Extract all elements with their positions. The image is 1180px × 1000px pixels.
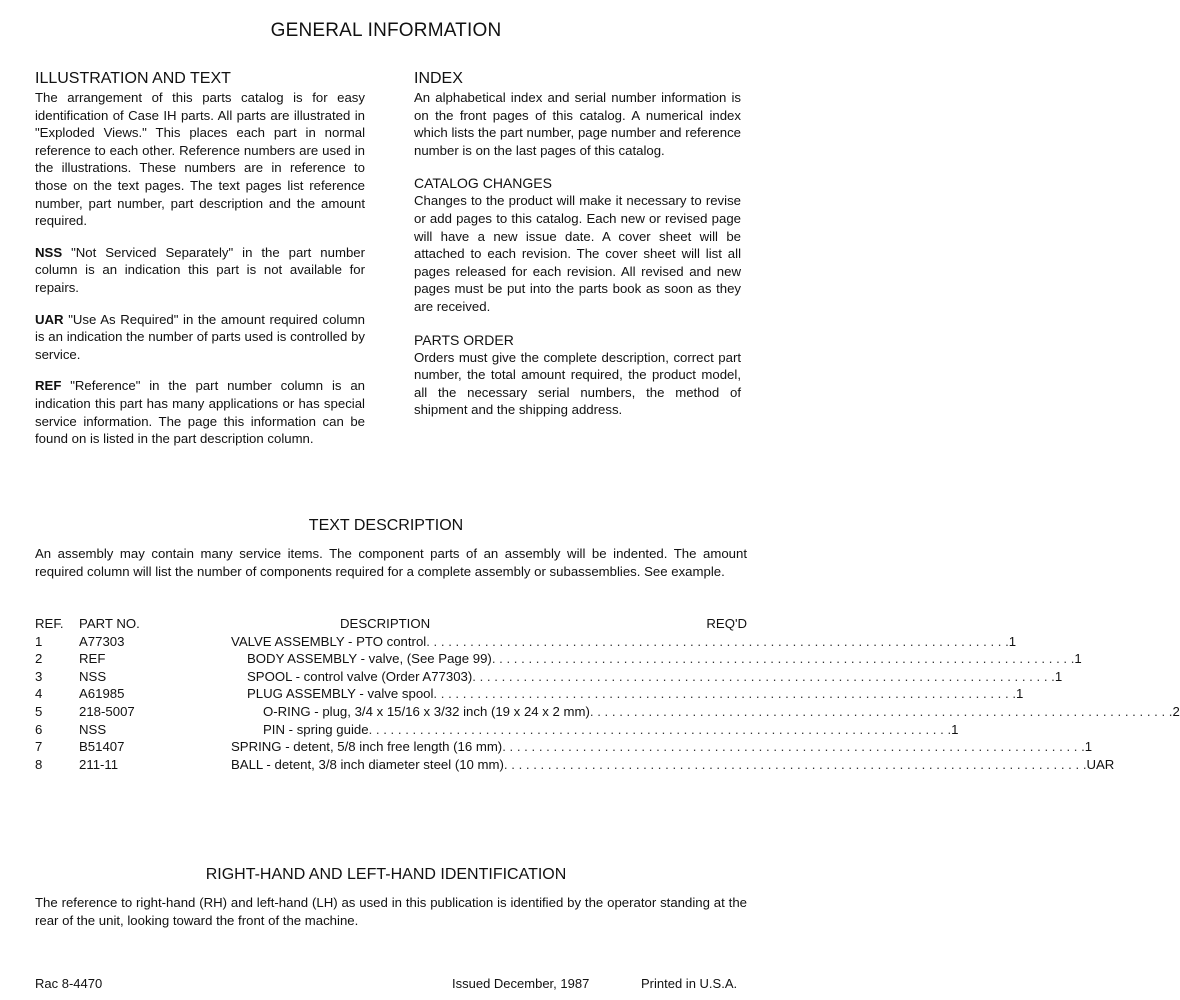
illustration-paragraph: The arrangement of this parts catalog is for easy identification of Case IH parts. All parts are illustrated in "Exploded Views." This places each part in normal reference to each other. Reference numbers are used in the illustrations. These numbers are in reference to those on the text pages. The text pages list reference number, part number, part description and the amount required.	[35, 90, 365, 229]
text-description-heading: TEXT DESCRIPTION	[308, 517, 464, 534]
parts-table-header	[35, 615, 747, 633]
leader-dots: . . . . . . . . . . . . . . . . . . . . . . . . . . . . . . . . . . . . . . . . . . . . . . . . . . . . . . . . . . . . . . . . . . . . . . . . . . . . . . . .	[368, 721, 952, 737]
left-column	[35, 70, 365, 462]
parts-table-body	[35, 633, 1180, 774]
catalog-changes-paragraph: Changes to the product will make it necessary to revise or add pages to this catalog. Each new or revised page will have a new issue date. A cover sheet will be attached to each revision. The cover sheet will list all pages released for each revision. All revised and new pages must be put into the parts book as soon as they are received.	[414, 193, 741, 314]
footer-printed-in: Printed in U.S.A.	[641, 976, 738, 991]
hand-identification-paragraph: The reference to right-hand (RH) and left-hand (LH) as used in this publication is identified by the operator standing at the rear of the unit, looking toward the front of the machine.	[35, 895, 747, 928]
ref-definition	[35, 377, 365, 447]
row-description: VALVE ASSEMBLY - PTO control	[231, 633, 427, 649]
uar-text: "Use As Required" in the amount required column is an indication the number of parts used is controlled by service.	[35, 311, 365, 362]
catalog-changes-heading: CATALOG CHANGES	[414, 175, 552, 192]
row-ref: 8	[35, 756, 43, 772]
uar-term: UAR	[35, 311, 64, 327]
row-qty: 1	[1008, 633, 1017, 649]
leader-dots: . . . . . . . . . . . . . . . . . . . . . . . . . . . . . . . . . . . . . . . . . . . . . . . . . . . . . . . . . . . . . . . . . . . . . . . . . . . . . . . .	[503, 756, 1087, 772]
row-ref: 2	[35, 651, 43, 667]
row-qty: UAR	[1086, 756, 1115, 772]
row-ref: 4	[35, 686, 43, 702]
ref-text: "Reference" in the part number column is an indication this part has many applications or has special service information. The page this information can be found on is listed in the part description column.	[35, 378, 365, 447]
row-ref: 5	[35, 703, 43, 719]
row-description-cell	[231, 703, 1180, 721]
leader-dots: . . . . . . . . . . . . . . . . . . . . . . . . . . . . . . . . . . . . . . . . . . . . . . . . . . . . . . . . . . . . . . . . . . . . . . . . . . . . . . . .	[426, 633, 1009, 649]
row-part-no: NSS	[79, 721, 107, 737]
index-heading: INDEX	[414, 70, 463, 87]
row-qty: 1	[1015, 686, 1024, 702]
row-description: PIN - spring guide	[263, 721, 369, 737]
row-description: BALL - detent, 3/8 inch diameter steel (10 mm)	[231, 756, 504, 772]
row-part-no: REF	[79, 651, 106, 667]
table-row	[35, 756, 1115, 774]
row-ref: 7	[35, 739, 43, 755]
footer-doc-number: Rac 8-4470	[35, 976, 103, 991]
table-row	[35, 633, 1017, 651]
table-row	[35, 738, 1093, 756]
index-paragraph: An alphabetical index and serial number information is on the front pages of this catalog. A numerical index which lists the part number, page number and reference number is on the last pages of this catalog.	[414, 90, 741, 158]
row-description-cell	[231, 633, 1017, 651]
row-description-cell	[231, 738, 1093, 756]
parts-table	[35, 615, 1180, 773]
row-qty: 1	[951, 721, 959, 737]
row-description-cell	[231, 685, 1024, 703]
nss-term: NSS	[35, 244, 63, 260]
row-part-no: A61985	[79, 686, 125, 702]
row-ref: 3	[35, 668, 43, 684]
leader-dots: . . . . . . . . . . . . . . . . . . . . . . . . . . . . . . . . . . . . . . . . . . . . . . . . . . . . . . . . . . . . . . . . . . . . . . . . . . . . . . . .	[589, 703, 1173, 719]
ref-term: REF	[35, 378, 62, 394]
row-description: PLUG ASSEMBLY - valve spool	[247, 686, 434, 702]
row-description-cell	[231, 650, 1082, 668]
row-part-no: 211-11	[79, 756, 119, 772]
right-column	[414, 70, 741, 419]
row-description-cell	[231, 668, 1063, 686]
header-part-no: PART NO.	[79, 616, 140, 631]
row-ref: 1	[35, 633, 43, 649]
row-description: SPOOL - control valve (Order A77303)	[247, 668, 473, 684]
leader-dots: . . . . . . . . . . . . . . . . . . . . . . . . . . . . . . . . . . . . . . . . . . . . . . . . . . . . . . . . . . . . . . . . . . . . . . . . . . . . . . . .	[433, 686, 1016, 702]
header-ref: REF.	[35, 616, 64, 631]
uar-definition	[35, 311, 365, 364]
row-description: SPRING - detent, 5/8 inch free length (16 mm)	[231, 739, 503, 755]
row-description-cell	[231, 756, 1115, 774]
row-part-no: B51407	[79, 739, 125, 755]
row-qty: 1	[1054, 668, 1063, 684]
leader-dots: . . . . . . . . . . . . . . . . . . . . . . . . . . . . . . . . . . . . . . . . . . . . . . . . . . . . . . . . . . . . . . . . . . . . . . . . . . . . . . . .	[472, 668, 1055, 684]
header-description: DESCRIPTION	[340, 616, 431, 631]
table-row	[35, 721, 959, 739]
hand-identification-heading: RIGHT-HAND AND LEFT-HAND IDENTIFICATION	[205, 866, 567, 883]
row-part-no: A77303	[79, 633, 125, 649]
leader-dots: . . . . . . . . . . . . . . . . . . . . . . . . . . . . . . . . . . . . . . . . . . . . . . . . . . . . . . . . . . . . . . . . . . . . . . . . . . . . . . . .	[491, 651, 1075, 667]
table-row	[35, 685, 1024, 703]
table-row	[35, 703, 1180, 721]
text-description-paragraph: An assembly may contain many service items. The component parts of an assembly will be indented. The amount required column will list the number of components required for a complete assembly or subassemblies. See example.	[35, 546, 747, 579]
row-qty: 1	[1084, 739, 1093, 755]
page-title: GENERAL INFORMATION	[270, 20, 502, 41]
parts-order-heading: PARTS ORDER	[414, 331, 514, 348]
nss-definition	[35, 244, 365, 297]
row-description: O-RING - plug, 3/4 x 15/16 x 3/32 inch (19 x 24 x 2 mm)	[263, 703, 590, 719]
row-part-no: 218-5007	[79, 703, 135, 719]
leader-dots: . . . . . . . . . . . . . . . . . . . . . . . . . . . . . . . . . . . . . . . . . . . . . . . . . . . . . . . . . . . . . . . . . . . . . . . . . . . . . . . .	[502, 739, 1085, 755]
row-qty: 2	[1172, 703, 1180, 719]
row-ref: 6	[35, 721, 43, 737]
table-row	[35, 650, 1082, 668]
illustration-heading: ILLUSTRATION AND TEXT	[35, 70, 231, 87]
row-part-no: NSS	[79, 668, 107, 684]
table-row	[35, 668, 1063, 686]
header-reqd: REQ'D	[706, 616, 747, 631]
row-description-cell	[231, 721, 959, 739]
row-description: BODY ASSEMBLY - valve, (See Page 99)	[247, 651, 492, 667]
row-qty: 1	[1074, 651, 1082, 667]
parts-order-paragraph: Orders must give the complete description, correct part number, the total amount required, the product model, all the necessary serial numbers, the method of shipment and the shipping address.	[414, 349, 741, 418]
nss-text: "Not Serviced Separately" in the part number column is an indication this part is not available for repairs.	[35, 244, 365, 295]
footer-issued-date: Issued December, 1987	[452, 976, 590, 991]
